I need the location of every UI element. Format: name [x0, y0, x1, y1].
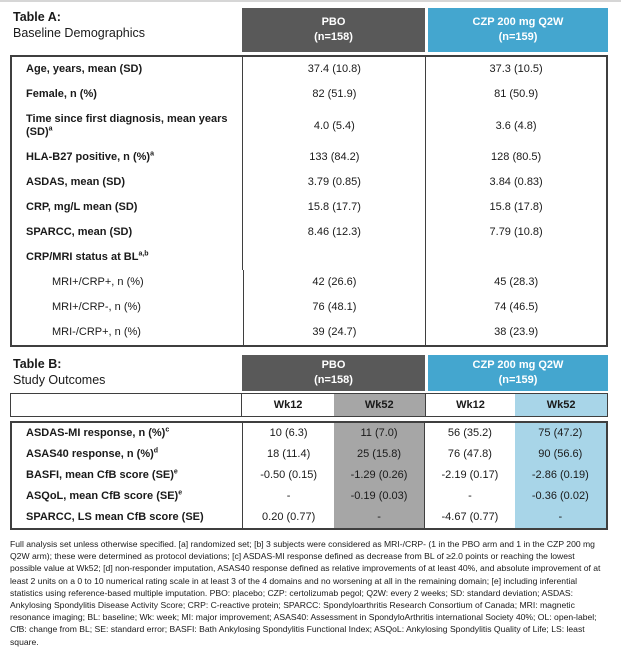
czp-wk52-value: -0.36 (0.02) [515, 486, 606, 507]
table-a-row [12, 57, 606, 82]
pbo-wk52-value: - [334, 507, 424, 528]
pbo-wk52-value: -1.29 (0.26) [334, 465, 424, 486]
table-b-czp-column-header [428, 355, 608, 391]
row-label [12, 465, 242, 486]
pbo-header-line1: PBO [321, 359, 346, 372]
row-label [12, 507, 242, 528]
czp-value: 7.79 (10.8) [425, 220, 606, 245]
pbo-value: 82 (51.9) [242, 82, 425, 107]
czp-wk12-value: -2.19 (0.17) [424, 465, 514, 486]
table-a-title-label: Table A: [13, 10, 61, 24]
row-label-text: SPARCC, LS mean CfB score (SE) [26, 511, 204, 523]
table-a-row [12, 107, 606, 145]
table-a-pbo-column-header [242, 8, 425, 52]
table-a-row [12, 320, 606, 345]
pbo-wk12-value: -0.50 (0.15) [242, 465, 333, 486]
row-label-text: BASFI, mean CfB score (SE) [26, 469, 174, 481]
pbo-value: 4.0 (5.4) [242, 107, 425, 145]
row-label [12, 444, 242, 465]
czp-header-line1: CZP 200 mg Q2W [472, 16, 564, 29]
pbo-header-line2: (n=158) [314, 31, 353, 43]
pbo-value: 15.8 (17.7) [242, 195, 425, 220]
row-label [12, 220, 242, 245]
subheader-czp-wk12: Wk12 [425, 394, 516, 416]
row-label-superscript: e [173, 468, 178, 476]
czp-header-line1: CZP 200 mg Q2W [472, 359, 564, 372]
row-label [12, 57, 242, 82]
row-label-superscript: a [150, 150, 154, 158]
table-b-row [12, 423, 606, 444]
row-label-superscript: e [178, 489, 183, 497]
row-label-text: HLA-B27 positive, n (%) [26, 151, 151, 163]
row-label-text: Time since first diagnosis, mean years (SD) [26, 113, 228, 138]
table-b-pbo-column-header [242, 355, 425, 391]
footnote-text: Full analysis set unless otherwise specified. [a] randomized set; [b] 3 subjects were considered as MRI-/CRP- (1 in the PBO arm and 1 in the CZP 200 mg Q2W arm); these were determined as protocol deviations; [c] ASDAS-MI response defined as decrease from BL of ≥2.0 points or reaching the lowest possible value at Wk52; [d] non-responder imputation, ASAS40 response defined as relative improvements of at least 40%, and absolute improvement of at least 2 units on a 0 to 10 numerical rating scale in at least 3 of the 4 domains and no worsening at all in the remaining domain; [e] including inferential statistics using reference-based multiple imputation. PBO: placebo; CZP: certolizumab pegol; Q2W: every 2 weeks; SD: standard deviation; ASDAS: Ankylosing Spondylitis Disease Activity Score; CRP: C-reactive protein; SPARCC: Spondyloarthritis Research Consortium of Canada; MRI: magnetic resonance imaging; BL: baseline; Wk: week; MI: major improvement; ASAS40: Assessment in SpondyloArthritis international Society 40%; OL: open-label; CfB: change from BL; SE: standard error; BASFI: Bath Ankylosing Spondylitis Functional Index; ASQoL: Ankylosing Spondylitis Quality of Life; LS: least square. [10, 539, 601, 647]
row-label-superscript: c [165, 426, 170, 434]
table-a-subtitle: Baseline Demographics [13, 26, 146, 41]
table-b-body [10, 421, 608, 530]
table-a-header [10, 8, 608, 52]
czp-value: 128 (80.5) [425, 145, 606, 170]
row-label-superscript: a,b [138, 250, 149, 258]
table-a-title [10, 8, 242, 52]
pbo-value: 37.4 (10.8) [242, 57, 425, 82]
czp-value: 81 (50.9) [425, 82, 606, 107]
czp-wk12-value: 76 (47.8) [424, 444, 514, 465]
table-b-title [10, 355, 242, 391]
pbo-wk12-value: - [242, 486, 333, 507]
row-label-text: MRI-/CRP+, n (%) [52, 326, 141, 338]
row-label [12, 486, 242, 507]
pbo-wk52-value: 25 (15.8) [334, 444, 424, 465]
czp-wk12-value: 56 (35.2) [424, 423, 514, 444]
czp-wk52-value: 90 (56.6) [515, 444, 606, 465]
czp-value [425, 245, 606, 270]
table-a-row [12, 145, 606, 170]
row-label-text: CRP/MRI status at BL [26, 251, 139, 263]
row-label-text: CRP, mg/L mean (SD) [26, 201, 138, 213]
pbo-wk12-value: 10 (6.3) [242, 423, 333, 444]
pbo-wk12-value: 0.20 (0.77) [242, 507, 333, 528]
table-b-row [12, 465, 606, 486]
subheader-pbo-wk12: Wk12 [273, 399, 303, 411]
table-a-row [12, 82, 606, 107]
tables-divider-gap [10, 347, 608, 355]
row-label-text: Female, n (%) [26, 88, 97, 100]
pbo-wk12-value: 18 (11.4) [242, 444, 333, 465]
pbo-value: 42 (26.6) [243, 270, 426, 295]
table-a-row [12, 245, 606, 270]
row-label [12, 82, 242, 107]
czp-header-line2: (n=159) [498, 374, 538, 386]
table-a-row [12, 220, 606, 245]
table-a-row [12, 170, 606, 195]
pbo-value: 3.79 (0.85) [242, 170, 425, 195]
czp-value: 74 (46.5) [425, 295, 606, 320]
czp-header-line2: (n=159) [498, 31, 538, 43]
czp-value: 37.3 (10.5) [425, 57, 606, 82]
pbo-value: 8.46 (12.3) [242, 220, 425, 245]
czp-value: 45 (28.3) [425, 270, 606, 295]
czp-wk52-value: - [515, 507, 606, 528]
row-label [12, 195, 242, 220]
pbo-value: 76 (48.1) [243, 295, 426, 320]
pbo-value: 133 (84.2) [242, 145, 425, 170]
row-label-text: MRI+/CRP-, n (%) [52, 301, 141, 313]
row-label-superscript: a [48, 125, 53, 133]
row-label [12, 270, 243, 295]
row-label-text: ASDAS, mean (SD) [26, 176, 126, 188]
czp-wk12-value: -4.67 (0.77) [424, 507, 514, 528]
row-label-superscript: d [153, 447, 159, 455]
pbo-value: 39 (24.7) [243, 320, 426, 345]
row-label-text: SPARCC, mean (SD) [26, 226, 133, 238]
subheader-pbo-wk52: Wk52 [334, 394, 425, 416]
czp-value: 3.84 (0.83) [425, 170, 606, 195]
pbo-value [242, 245, 425, 270]
table-a-row [12, 270, 606, 295]
table-b-row [12, 444, 606, 465]
row-label [12, 170, 242, 195]
czp-wk52-value: 75 (47.2) [515, 423, 606, 444]
row-label [12, 423, 242, 444]
table-a-row [12, 295, 606, 320]
czp-wk12-value: - [424, 486, 514, 507]
table-a-body [10, 55, 608, 347]
row-label-text: ASDAS-MI response, n (%) [26, 427, 166, 439]
row-label [12, 145, 242, 170]
subheader-empty-cell [11, 394, 242, 416]
czp-value: 15.8 (17.8) [425, 195, 606, 220]
czp-wk52-value: -2.86 (0.19) [515, 465, 606, 486]
row-label [12, 295, 243, 320]
table-b-header [10, 355, 608, 391]
row-label-text: MRI+/CRP+, n (%) [52, 276, 144, 288]
row-label-text: Age, years, mean (SD) [26, 63, 143, 75]
table-b-week-subheader [10, 393, 608, 417]
pbo-header-line2: (n=158) [314, 374, 353, 386]
subheader-czp-wk52: Wk52 [515, 394, 607, 416]
table-b-row [12, 486, 606, 507]
pbo-wk52-value: 11 (7.0) [334, 423, 424, 444]
table-a-row [12, 195, 606, 220]
czp-value: 38 (23.9) [425, 320, 606, 345]
row-label [12, 107, 242, 145]
czp-value: 3.6 (4.8) [425, 107, 606, 145]
row-label-text: ASQoL, mean CfB score (SE) [26, 490, 179, 502]
pbo-header-line1: PBO [321, 16, 346, 29]
table-a-czp-column-header [428, 8, 608, 52]
row-label-text: ASAS40 response, n (%) [26, 448, 154, 460]
row-label [12, 245, 242, 270]
table-b-row [12, 507, 606, 528]
table-b-subtitle: Study Outcomes [13, 373, 106, 388]
row-label [12, 320, 243, 345]
pbo-wk52-value: -0.19 (0.03) [334, 486, 424, 507]
table-b-title-label: Table B: [13, 357, 62, 371]
